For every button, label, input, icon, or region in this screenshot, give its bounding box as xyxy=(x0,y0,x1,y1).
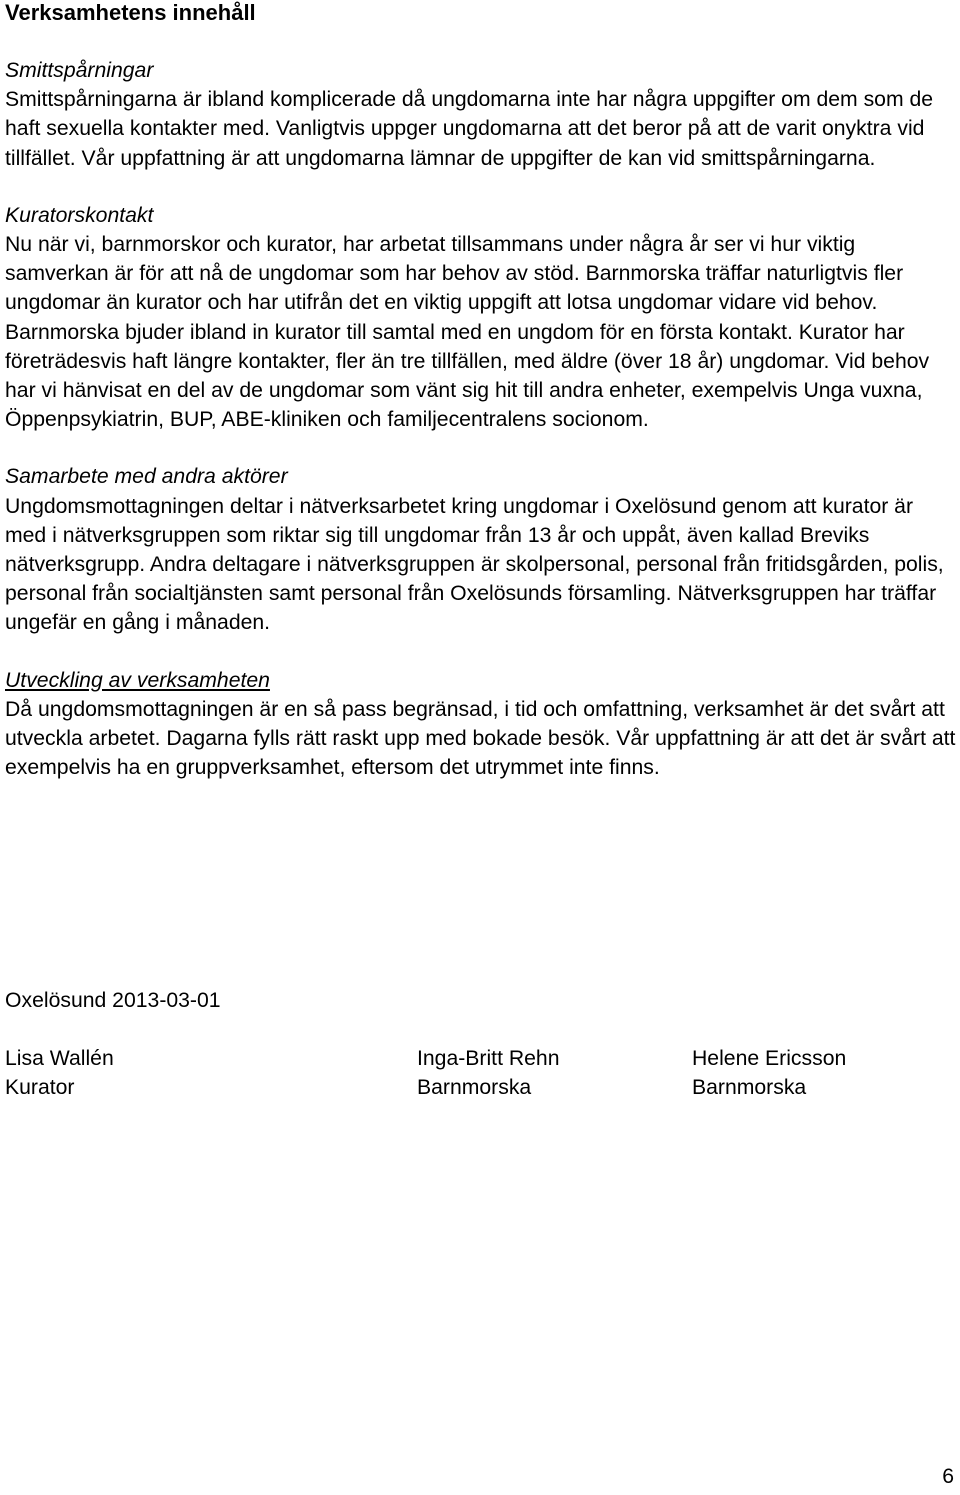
section-heading: Utveckling av verksamheten xyxy=(5,668,270,692)
section-smittsparningar xyxy=(5,56,957,173)
section-body: Smittspårningarna är ibland komplicerade då ungdomarna inte har några uppgifter om dem som de haft sexuella kontakter med. Vanligtvis uppger ungdomarna att det beror på att de varit onyktra vid tillfället. Vår uppfattning är att ungdomarna lämnar de uppgifter de kan vid smittspårningarna. xyxy=(5,88,934,170)
section-utveckling xyxy=(5,666,957,783)
signatory xyxy=(5,1044,114,1102)
document-title: Verksamhetens innehåll xyxy=(5,0,256,25)
signatory xyxy=(417,1044,560,1102)
section-body: Nu när vi, barnmorskor och kurator, har arbetat tillsammans under några år ser vi hur viktig samverkan är för att nå de ungdomar som har behov av stöd. Barnmorska träffar naturligtvis fler ungdomar än kurator och har utifrån det en viktig uppgift att lotsa ungdomar vidare vid behov. Barnmorska bjuder ibland in kurator till samtal med en ungdom för en första kontakt. Kurator har företrädesvis haft längre kontakter, fler än tre tillfällen, med äldre (över 18 år) ungdomar. Vid behov har vi hänvisat en del av de ungdomar som vänt sig hit till andra enheter, exempelvis Unga vuxna, Öppenpsykiatrin, BUP, ABE-kliniken och familjecentralens socionom. xyxy=(5,233,930,432)
section-heading: Samarbete med andra aktörer xyxy=(5,465,288,489)
document-page xyxy=(5,0,957,782)
place-date: Oxelösund 2013-03-01 xyxy=(5,989,221,1012)
signatory xyxy=(692,1044,846,1102)
page-number: 6 xyxy=(942,1465,954,1488)
signatory-name: Inga-Britt Rehn xyxy=(417,1047,560,1071)
signatory-role: Kurator xyxy=(5,1076,75,1100)
signatory-name: Helene Ericsson xyxy=(692,1047,847,1071)
section-body: Ungdomsmottagningen deltar i nätverksarbetet kring ungdomar i Oxelösund genom att kurator är med i nätverksgruppen som riktar sig till ungdomar från 13 år och uppåt, även kallad Breviks nätverksgrupp. Andra deltagare i nätverksgruppen är skolpersonal, personal från fritidsgården, polis, personal från socialtjänsten samt personal från Oxelösunds församling. Nätverksgruppen har träffar ungefär en gång i månaden. xyxy=(5,494,944,635)
section-samarbete xyxy=(5,462,957,637)
signatory-role: Barnmorska xyxy=(692,1076,807,1100)
signatory-name: Lisa Wallén xyxy=(5,1047,114,1071)
signatory-role: Barnmorska xyxy=(417,1076,532,1100)
section-heading: Smittspårningar xyxy=(5,59,154,82)
signature-block xyxy=(5,986,957,1104)
section-body: Då ungdomsmottagningen är en så pass begränsad, i tid och omfattning, verksamhet är det svårt att utveckla arbetet. Dagarna fylls rätt raskt upp med bokade besök. Vår uppfattning är att det är svårt att exempelvis ha en gruppverksamhet, eftersom det utrymmet inte finns. xyxy=(5,697,956,780)
section-kuratorskontakt xyxy=(5,201,957,435)
section-heading: Kuratorskontakt xyxy=(5,203,154,227)
signatory-row xyxy=(5,1044,957,1104)
